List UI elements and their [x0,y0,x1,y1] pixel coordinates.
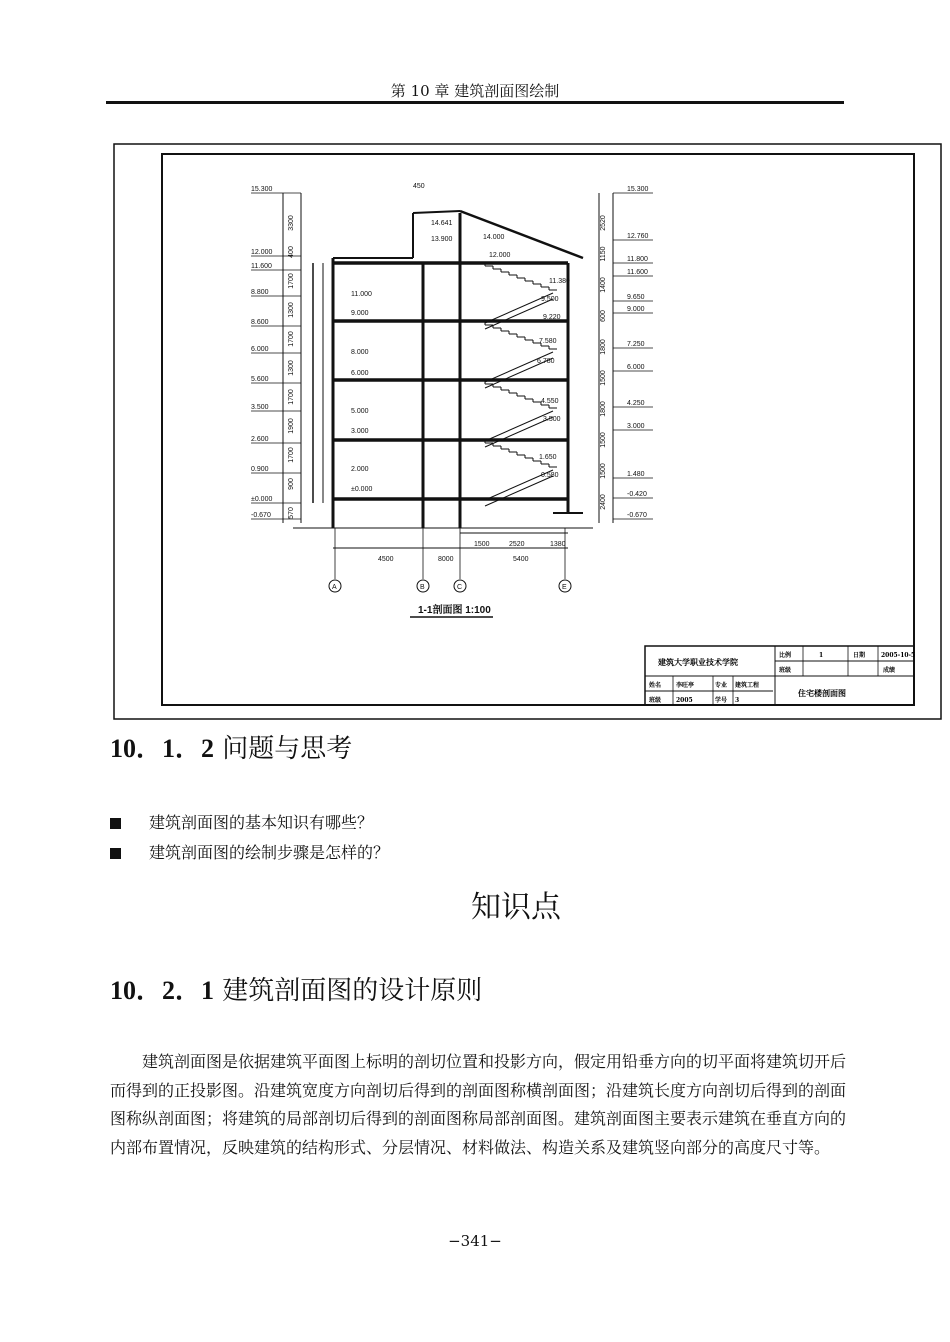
elevation-label: ±0.000 [251,496,273,503]
elevation-label: 12.000 [489,252,511,259]
elevation-label: 9.000 [627,306,645,313]
elevation-label: C [457,584,463,591]
elevation-label: 1700 [288,331,295,347]
elevation-label: 6.000 [251,346,269,353]
elevation-label: 570 [288,507,295,519]
bullet-square-icon [110,818,121,829]
elevation-label: 9.500 [541,296,559,303]
elevation-label: 9.220 [543,314,561,321]
elevation-label: 日期 [853,652,866,659]
elevation-label: 1500 [600,370,607,386]
roof-slope [460,211,583,258]
elevation-label: 4.250 [627,400,645,407]
elevation-label: 13.900 [431,236,453,243]
elevation-label: 2005 [676,697,693,704]
elevation-label: -0.670 [251,512,271,519]
section-drawing [113,143,942,720]
elevation-label: 成绩 [883,667,896,674]
elevation-label: 建筑大学职业技术学院 [658,657,738,667]
elevation-label: 姓名 [649,682,662,689]
elevation-label: 3.000 [351,428,369,435]
bullet-square-icon [110,848,121,859]
title-block [645,646,915,705]
elevation-label: 2.000 [351,466,369,473]
heading-text: 建筑剖面图的设计原则 [214,976,483,1006]
elevation-label: 6.780 [537,358,555,365]
question-text: 建筑剖面图的基本知识有哪些？ [149,813,374,832]
elevation-label: 1300 [288,302,295,318]
elevation-label: 学号 [715,697,728,704]
elevation-label: 1300 [288,360,295,376]
stair-flight [485,352,553,382]
heading-questions [110,728,352,765]
elevation-label: 12.760 [627,233,649,240]
elevation-label: 9.650 [627,294,645,301]
elevation-label: 1700 [288,273,295,289]
elevation-label: 5.600 [251,376,269,383]
elevation-label: 3300 [288,215,295,231]
elevation-label: E [562,584,567,591]
list-item [110,808,389,838]
elevation-label: 1380 [550,541,566,548]
elevation-label: 14.000 [483,234,505,241]
heading-number: 10．1．2 [110,734,215,763]
list-item [110,838,389,868]
elevation-label: B [420,584,425,591]
elevation-label: 1500 [474,541,490,548]
elevation-label: 7.250 [627,341,645,348]
elevation-label: 4.550 [541,398,559,405]
elevation-label: 3 [735,697,740,704]
elevation-label: 3.000 [627,423,645,430]
elevation-label: 1500 [600,432,607,448]
outer-frame [114,144,941,719]
elevation-label: 2.600 [251,436,269,443]
elevation-label: 1-1剖面图 1:100 [418,605,491,616]
elevation-label: 1800 [600,339,607,355]
elevation-label: 5400 [513,556,529,563]
running-header: 第 10 章 建筑剖面图绘制 [390,82,560,100]
elevation-label: 8.800 [251,289,269,296]
section-drawing-svg [113,143,942,720]
elevation-label: 1800 [600,401,607,417]
heading-principles [110,970,482,1007]
elevation-label: 11.600 [251,263,272,270]
elevation-label: -0.420 [627,491,647,498]
elevation-label: 1500 [600,463,607,479]
inner-frame [162,154,914,705]
roof-slab [413,211,460,213]
elevation-label: 1.480 [627,471,645,478]
elevation-label: ±0.000 [351,486,373,493]
elevation-label: 2520 [600,215,607,231]
elevation-label: 2520 [509,541,525,548]
elevation-label: 专业 [715,682,728,689]
elevation-labels [251,183,649,616]
elevation-label: 11.000 [351,291,372,298]
elevation-label: 6.000 [351,370,369,377]
elevation-label: 11.800 [627,256,648,263]
elevation-label: 1 [819,652,824,659]
question-text: 建筑剖面图的绘制步骤是怎样的？ [149,843,390,862]
elevation-label: 5.000 [351,408,369,415]
elevation-label: 班级 [779,667,792,674]
elevation-label: 400 [288,246,295,258]
elevation-label: 8000 [438,556,454,563]
elevation-label: 12.000 [251,249,273,256]
elevation-label: 3.500 [251,404,269,411]
elevation-label: 1150 [600,246,607,262]
elevation-label: 2005-10-5 [881,652,916,659]
elevation-label: 建筑工程 [735,682,760,689]
elevation-label: 李旺亭 [676,682,695,689]
elevation-label: 900 [288,478,295,490]
elevation-label: 11.380 [549,278,570,285]
building-section [251,193,653,617]
elevation-label: A [332,584,337,591]
elevation-label: 1.650 [539,454,557,461]
elevation-label: 比例 [779,652,792,659]
elevation-label: 住宅楼剖面图 [798,688,846,698]
elevation-label: 1400 [600,277,607,293]
elevation-label: 600 [600,310,607,322]
header-rule [106,101,844,104]
elevation-label: 14.641 [431,220,453,227]
elevation-label: 3.500 [543,416,561,423]
elevation-label: 15.300 [251,186,273,193]
elevation-label: 1700 [288,447,295,463]
heading-text: 问题与思考 [214,734,353,764]
elevation-label: 450 [413,183,425,190]
elevation-label: 1700 [288,389,295,405]
heading-number: 10．2．1 [110,976,215,1005]
elevation-label: 9.000 [351,310,369,317]
elevation-label: 0.580 [541,472,559,479]
elevation-label: 15.300 [627,186,649,193]
elevation-label: -0.670 [627,512,647,519]
body-paragraph: 建筑剖面图是依据建筑平面图上标明的剖切位置和投影方向，假定用铅垂方向的切平面将建筑切开后而得到的正投影图。沿建筑宽度方向剖切后得到的剖面图称横剖面图；沿建筑长度方向剖切后得到的剖面图称纵剖面图；将建筑的局部剖切后得到的剖面图称局部剖面图。建筑剖面图主要表示建筑在垂直方向的内部布置情况，反映建筑的结构形式、分层情况、材料做法、构造关系及建筑竖向部分的高度尺寸等。 [110,1052,847,1157]
stair-flight [485,476,553,506]
elevation-label: 4500 [378,556,394,563]
elevation-label: 班级 [649,697,662,704]
knowledge-title: 知识点 [471,890,561,925]
elevation-label: 7.580 [539,338,557,345]
page-number: −341− [448,1232,502,1250]
elevation-label: 8.600 [251,319,269,326]
elevation-label: 6.000 [627,364,645,371]
elevation-label: 0.900 [251,466,269,473]
elevation-label: 1900 [288,418,295,434]
elevation-label: 8.000 [351,349,369,356]
elevation-label: 11.600 [627,269,648,276]
question-list [110,808,389,868]
elevation-label: 2400 [600,494,607,510]
